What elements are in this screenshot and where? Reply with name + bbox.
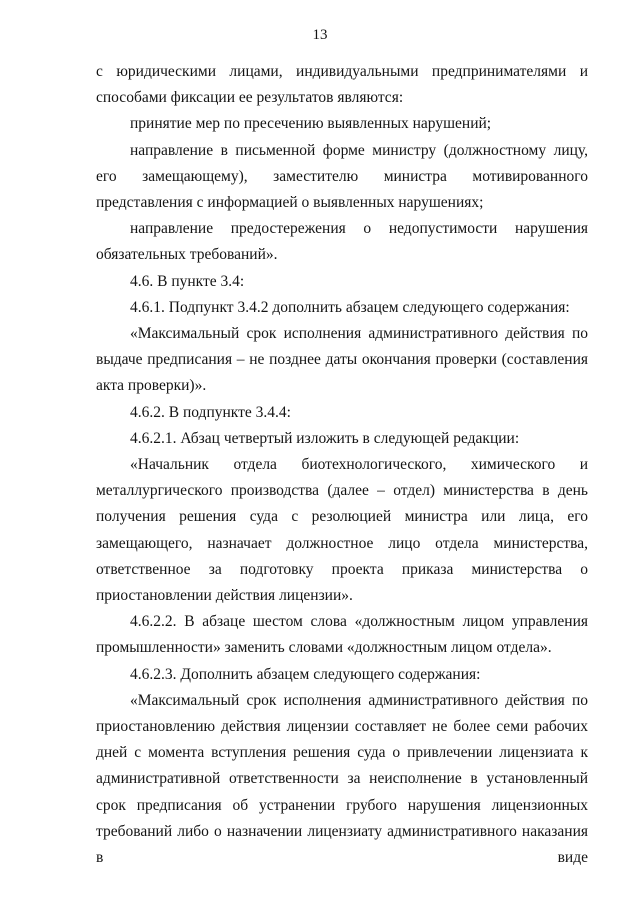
paragraph: 4.6.2. В подпункте 3.4.4: <box>130 403 291 421</box>
paragraph: «Максимальный срок исполнения административного действия по приостановлению действия лицензии составляет не более семи рабочих дней с момента вступления решения суда о привлечении лицензиата к административной ответственности за неисполнение в установленный срок предписания об устранении грубого нарушения лицензионных требований либо о назначении лицензиату административного наказания в виде <box>96 691 588 867</box>
paragraph: направление в письменной форме министру (должностному лицу, его замещающему), заместителю министра мотивированного представления с информацией о выявленных нарушениях; <box>96 141 588 212</box>
paragraph: «Начальник отдела биотехнологического, химического и металлургического производства (далее – отдел) министерства в день получения решения суда с резолюцией министра или лица, его замещающего, назначает должностное лицо отдела министерства, ответственное за подготовку проекта приказа министерства о приостановлении действия лицензии». <box>96 456 588 605</box>
document-body <box>96 59 588 871</box>
paragraph: 4.6.1. Подпункт 3.4.2 дополнить абзацем следующего содержания: <box>130 298 570 316</box>
paragraph: принятие мер по пресечению выявленных нарушений; <box>130 115 492 133</box>
paragraph: 4.6.2.1. Абзац четвертый изложить в следующей редакции: <box>130 429 520 447</box>
paragraph: с юридическими лицами, индивидуальными предпринимателями и способами фиксации ее результатов являются: <box>96 63 588 107</box>
paragraph: «Максимальный срок исполнения административного действия по выдаче предписания – не позднее даты окончания проверки (составления акта проверки)». <box>96 325 588 395</box>
paragraph: направление предостережения о недопустимости нарушения обязательных требований». <box>96 220 588 264</box>
page-number: 13 <box>312 27 328 43</box>
paragraph: 4.6.2.2. В абзаце шестом слова «должностным лицом управления промышленности» заменить словами «должностным лицом отдела». <box>96 613 588 657</box>
paragraph: 4.6.2.3. Дополнить абзацем следующего содержания: <box>130 665 481 683</box>
paragraph: 4.6. В пункте 3.4: <box>130 272 245 290</box>
